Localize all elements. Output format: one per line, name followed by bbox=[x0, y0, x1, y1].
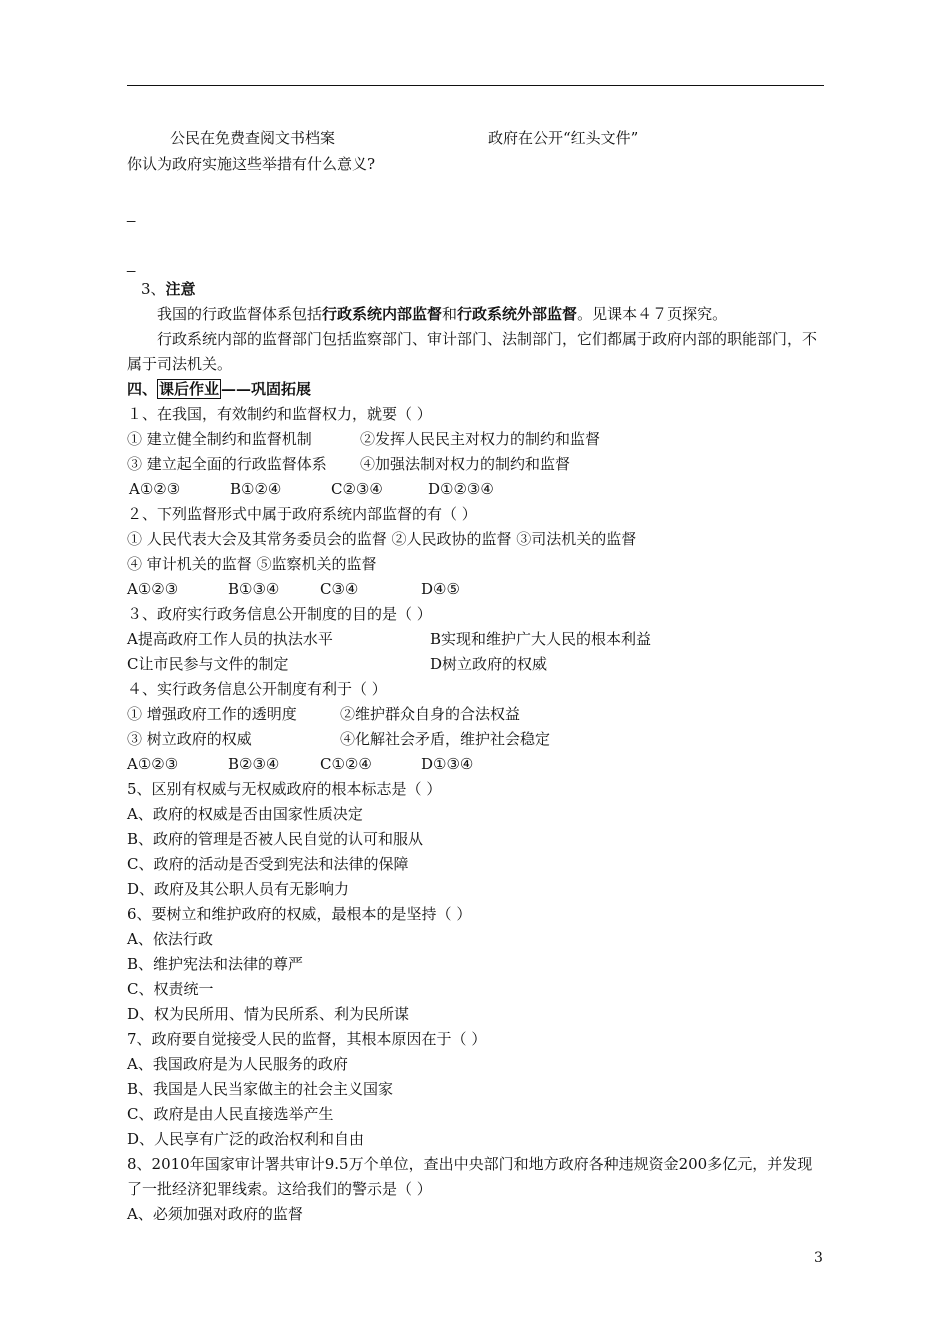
statement: ④加强法制对权力的制约和监督 bbox=[360, 455, 571, 473]
question-3-choices-row1 bbox=[127, 627, 824, 652]
header-rule bbox=[127, 85, 824, 86]
question-1-stem: １、在我国，有效制约和监督权力，就要（ ） bbox=[127, 405, 432, 423]
answer-space bbox=[127, 177, 824, 202]
note-text: 和 bbox=[442, 305, 458, 323]
section-boxed-title: 课后作业 bbox=[159, 380, 220, 398]
choice-a[interactable]: A①②③ bbox=[127, 755, 179, 773]
choice-c[interactable]: C③④ bbox=[320, 580, 359, 598]
choice-c[interactable]: C、政府是由人民直接选举产生 bbox=[127, 1105, 334, 1123]
question-2-stem: ２、下列监督形式中属于政府系统内部监督的有（ ） bbox=[127, 505, 477, 523]
choice-a[interactable]: A①②③ bbox=[127, 580, 179, 598]
note-text: 。见课本４７页探究。 bbox=[577, 305, 728, 323]
choice-b[interactable]: B①②④ bbox=[230, 480, 282, 498]
section-number: 四、 bbox=[127, 380, 158, 398]
choice-d[interactable]: D树立政府的权威 bbox=[430, 655, 548, 673]
statement: ④化解社会矛盾，维护社会稳定 bbox=[340, 730, 551, 748]
question-6-stem: 6、要树立和维护政府的权威，最根本的是坚持（ ） bbox=[127, 905, 472, 923]
question-4-statements-row1 bbox=[127, 702, 824, 727]
choice-c[interactable]: C、权责统一 bbox=[127, 980, 214, 998]
question-4-stem: ４、实行政务信息公开制度有利于（ ） bbox=[127, 680, 387, 698]
caption-right: 政府在公开“红头文件” bbox=[488, 129, 639, 147]
choice-d[interactable]: D、人民享有广泛的政治权利和自由 bbox=[127, 1130, 365, 1148]
answer-blank-1: _ bbox=[127, 206, 136, 223]
statement: ③ 树立政府的权威 bbox=[127, 730, 252, 748]
choice-c[interactable]: C②③④ bbox=[331, 480, 383, 498]
statement: ③ 建立起全面的行政监督体系 bbox=[127, 455, 327, 473]
note-term-internal: 行政系统内部监督 bbox=[322, 305, 443, 323]
question-2-statements-row1: ① 人民代表大会及其常务委员会的监督 ②人民政协的监督 ③司法机关的监督 bbox=[127, 530, 637, 548]
note-heading-number: 3、 bbox=[141, 280, 166, 298]
answer-blank-2: _ bbox=[127, 256, 136, 273]
choice-d[interactable]: D④⑤ bbox=[421, 580, 460, 598]
choice-b[interactable]: B、我国是人民当家做主的社会主义国家 bbox=[127, 1080, 394, 1098]
statement: ②维护群众自身的合法权益 bbox=[340, 705, 521, 723]
choice-d[interactable]: D、政府及其公职人员有无影响力 bbox=[127, 880, 350, 898]
statement: ②发挥人民民主对权力的制约和监督 bbox=[360, 430, 601, 448]
note-text: 我国的行政监督体系包括 bbox=[157, 305, 323, 323]
question-3-choices-row2 bbox=[127, 652, 824, 677]
section-subtitle: ——巩固拓展 bbox=[221, 380, 312, 398]
choice-c[interactable]: C①②④ bbox=[320, 755, 372, 773]
question-4-choices bbox=[127, 752, 824, 777]
caption-left: 公民在免费查阅文书档案 bbox=[170, 129, 336, 147]
note-paragraph-2: 行政系统内部的监督部门包括监察部门、审计部门、法制部门，它们都属于政府内部的职能部门，不属于司法机关。 bbox=[127, 330, 818, 373]
note-paragraph-1 bbox=[127, 302, 824, 327]
note-heading-word: 注意 bbox=[165, 280, 196, 298]
question-1-statements-row2 bbox=[127, 452, 824, 477]
answer-space bbox=[127, 227, 824, 252]
question-4-statements-row2 bbox=[127, 727, 824, 752]
question-2-statements-row2: ④ 审计机关的监督 ⑤监察机关的监督 bbox=[127, 555, 377, 573]
question-3-stem: ３、政府实行政务信息公开制度的目的是（ ） bbox=[127, 605, 432, 623]
choice-c[interactable]: C、政府的活动是否受到宪法和法律的保障 bbox=[127, 855, 409, 873]
statement: ① 增强政府工作的透明度 bbox=[127, 705, 297, 723]
question-1-choices bbox=[127, 477, 824, 502]
choice-b[interactable]: B①③④ bbox=[228, 580, 280, 598]
note-heading bbox=[127, 277, 824, 302]
choice-a[interactable]: A、必须加强对政府的监督 bbox=[127, 1205, 303, 1223]
intro-question: 你认为政府实施这些举措有什么意义? bbox=[127, 155, 376, 173]
note-term-external: 行政系统外部监督 bbox=[457, 305, 578, 323]
choice-d[interactable]: D、权为民所用、情为民所系、利为民所谋 bbox=[127, 1005, 410, 1023]
choice-b[interactable]: B、政府的管理是否被人民自觉的认可和服从 bbox=[127, 830, 424, 848]
choice-a[interactable]: A①②③ bbox=[129, 480, 181, 498]
choice-a[interactable]: A、我国政府是为人民服务的政府 bbox=[127, 1055, 348, 1073]
question-7-stem: 7、政府要自觉接受人民的监督，其根本原因在于（ ） bbox=[127, 1030, 487, 1048]
document-body bbox=[127, 152, 824, 1227]
page-number: 3 bbox=[814, 1250, 823, 1266]
image-captions bbox=[0, 127, 950, 149]
statement: ① 建立健全制约和监督机制 bbox=[127, 430, 312, 448]
choice-b[interactable]: B②③④ bbox=[228, 755, 280, 773]
choice-a[interactable]: A、政府的权威是否由国家性质决定 bbox=[127, 805, 363, 823]
choice-c[interactable]: C让市民参与文件的制定 bbox=[127, 655, 289, 673]
choice-a[interactable]: A提高政府工作人员的执法水平 bbox=[127, 630, 333, 648]
choice-a[interactable]: A、依法行政 bbox=[127, 930, 213, 948]
choice-b[interactable]: B实现和维护广大人民的根本利益 bbox=[430, 630, 652, 648]
question-8-stem: 8、2010年国家审计署共审计9.5万个单位，查出中央部门和地方政府各种违规资金200多亿元，并发现了一批经济犯罪线索。这给我们的警示是（ ） bbox=[127, 1155, 813, 1198]
choice-d[interactable]: D①②③④ bbox=[428, 480, 494, 498]
question-2-choices bbox=[127, 577, 824, 602]
question-5-stem: 5、区别有权威与无权威政府的根本标志是（ ） bbox=[127, 780, 442, 798]
section-heading bbox=[127, 377, 824, 402]
choice-d[interactable]: D①③④ bbox=[421, 755, 474, 773]
choice-b[interactable]: B、维护宪法和法律的尊严 bbox=[127, 955, 304, 973]
question-1-statements-row1 bbox=[127, 427, 824, 452]
